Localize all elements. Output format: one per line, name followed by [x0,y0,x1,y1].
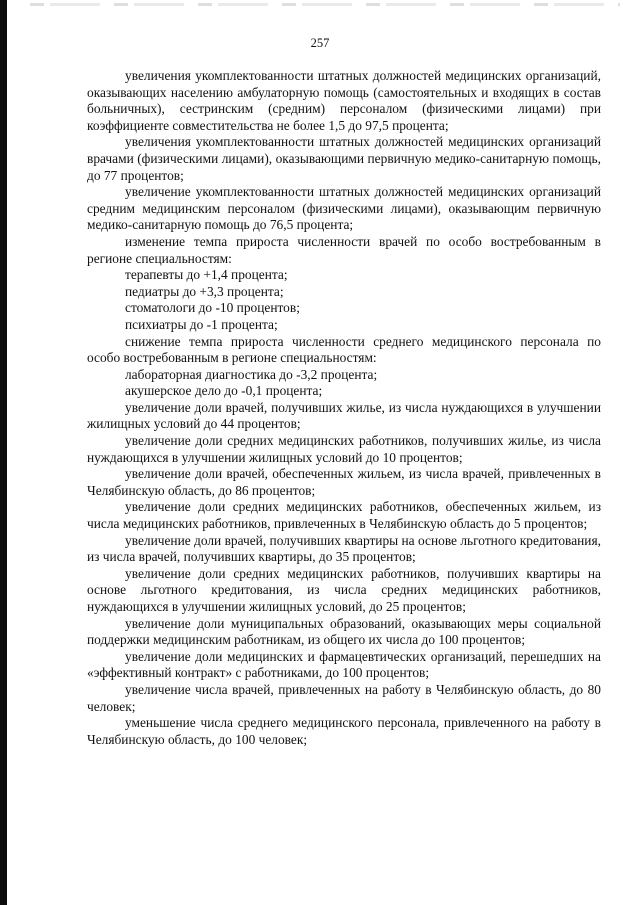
list-item: терапевты до +1,4 процента; [125,267,288,283]
paragraph: увеличение доли врачей, получивших квартиры на основе льготного кредитования, из числа врачей, получивших квартиры, до 35 процентов; [87,532,601,565]
scan-edge-shadow [0,0,7,905]
list-item: педиатры до +3,3 процента; [125,283,284,299]
list-item: акушерское дело до -0,1 процента; [125,383,323,399]
paragraph: увеличения укомплектованности штатных должностей медицинских организаций врачами (физическими лицами), оказывающими первичную медико-санитарную помощь, до 77 процентов; [87,134,601,183]
paragraph: изменение темпа прироста численности врачей по особо востребованным в регионе специальностям: [87,233,601,266]
paragraph: увеличение доли медицинских и фармацевтических организаций, перешедших на «эффективный контракт» с работниками, до 100 процентов; [87,648,601,681]
paragraph: увеличение доли средних медицинских работников, обеспеченных жильем, из числа медицинских работников, привлеченных в Челябинскую область до 5 процентов; [87,499,601,532]
paragraph: увеличение доли муниципальных образований, оказывающих меры социальной поддержки медицинским работникам, из общего их числа до 100 процентов; [87,615,601,648]
paragraph: увеличение укомплектованности штатных должностей медицинских организаций средним медицинским персоналом (физическими лицами), оказывающим первичную медико-санитарную помощь до 76,5 процента; [87,184,601,233]
paragraph: увеличение числа врачей, привлеченных на работу в Челябинскую область, до 80 человек; [87,681,601,714]
list-item: лабораторная диагностика до -3,2 процента; [125,366,378,382]
list-item: психиатры до -1 процента; [125,316,278,332]
list-item: стоматологи до -10 процентов; [125,300,300,316]
paragraph: увеличение доли врачей, получивших жилье, из числа нуждающихся в улучшении жилищных условий до 44 процентов; [87,399,601,432]
paragraph: увеличение доли средних медицинских работников, получивших квартиры на основе льготного кредитования, из числа средних медицинских работников, нуждающихся в улучшении жилищных условий, до 25 процентов; [87,565,601,614]
paragraph: увеличение доли средних медицинских работников, получивших жилье, из числа нуждающихся в улучшении жилищных условий до 10 процентов; [87,433,601,465]
paragraph: снижение темпа прироста численности среднего медицинского персонала по особо востребованным в регионе специальностям: [87,333,601,366]
document-body [87,68,601,748]
scan-header-artifact [30,3,620,6]
paragraph: увеличения укомплектованности штатных должностей медицинских организаций, оказывающих населению амбулаторную помощь (самостоятельных и входящих в состав больничных), сестринским (средним) персоналом (физическими лицами) при коэффициенте совместительства не более 1,5 до 97,5 процента; [87,68,601,133]
paragraph: уменьшение числа среднего медицинского персонала, привлеченного на работу в Челябинскую область, до 100 человек; [87,715,601,747]
page-number: 257 [310,36,330,50]
paragraph: увеличение доли врачей, обеспеченных жильем, из числа врачей, привлеченных в Челябинскую область, до 86 процентов; [87,466,601,498]
